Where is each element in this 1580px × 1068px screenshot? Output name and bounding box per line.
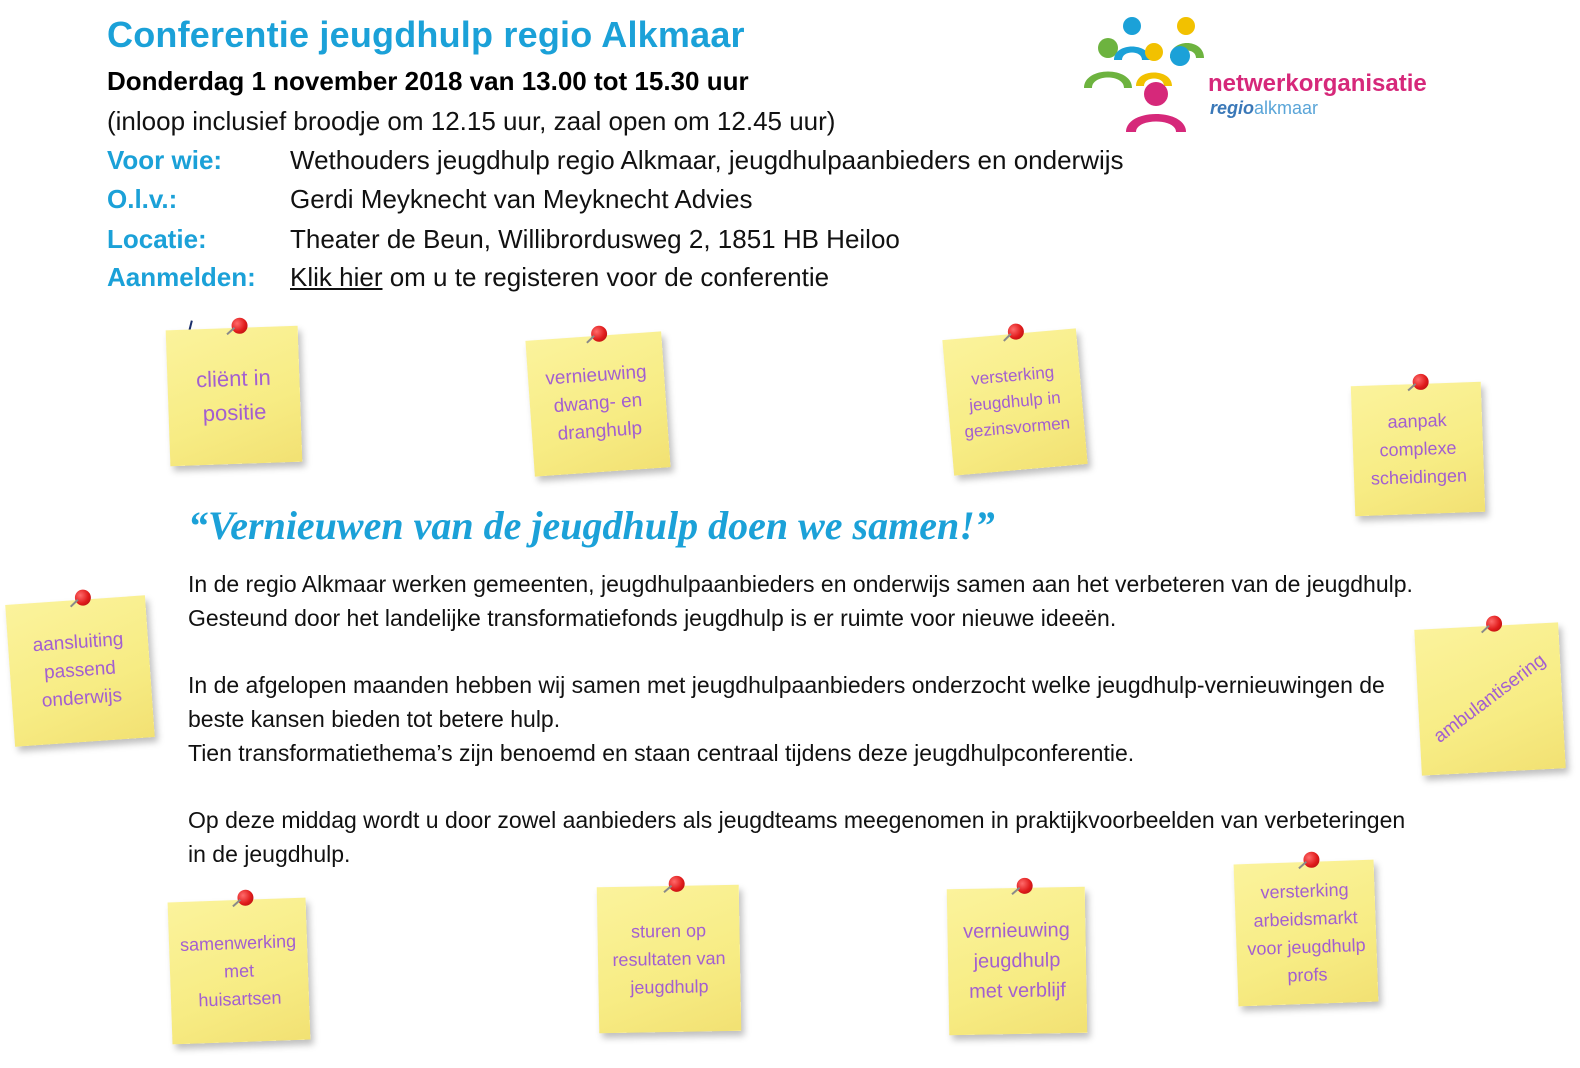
body-paragraph-2: [188, 668, 1428, 770]
sticky-note-client-in-positie: [166, 326, 303, 467]
sticky-note-complexe-scheidingen: [1351, 382, 1485, 516]
sticky-note-label: versterking arbeidsmarkt voor jeugdhulp profs: [1247, 879, 1366, 986]
sticky-note-label: aanpak complexe scheidingen: [1370, 409, 1468, 489]
paragraph-text: In de afgelopen maanden hebben wij samen met jeugdhulpaanbieders onderzocht welke jeugdhulp-vernieuwingen de beste kansen bieden tot betere hulp.: [188, 672, 1385, 732]
logo-region-rest: alkmaar: [1254, 98, 1319, 118]
pushpin-icon: [237, 889, 254, 906]
info-value: Gerdi Meyknecht van Meyknecht Advies: [290, 184, 753, 214]
pushpin-icon: [1303, 851, 1320, 868]
sticky-note-dwang-dranghulp: [525, 331, 670, 476]
sticky-note-gezinsvormen: [942, 328, 1087, 475]
sticky-note-label: versterking jeugdhulp in gezinsvormen: [963, 362, 1071, 442]
people-icon: [1084, 17, 1204, 132]
sticky-note-label: vernieuwing jeugdhulp met verblijf: [962, 919, 1071, 1003]
paragraph-text: Tien transformatiethema’s zijn benoemd en staan centraal tijdens deze jeugdhulpconferentie.: [188, 740, 1135, 766]
sticky-note-label: ambulantisering: [1429, 649, 1550, 748]
page-title: Conferentie jeugdhulp regio Alkmaar: [107, 14, 745, 55]
walk-in-note: (inloop inclusief broodje om 12.15 uur, zaal open om 12.45 uur): [107, 106, 836, 136]
logo-region-bold: regio: [1210, 98, 1255, 118]
pushpin-icon: [1017, 878, 1033, 894]
info-label: O.l.v.:: [107, 184, 178, 214]
pushpin-icon: [1412, 374, 1429, 391]
info-value: [290, 262, 829, 293]
sticky-note-ambulantisering: [1414, 622, 1565, 775]
body-paragraph-1: [188, 567, 1428, 635]
pushpin-icon: [1007, 323, 1024, 340]
sticky-note-jeugdhulp-met-verblijf: [947, 887, 1088, 1035]
sticky-note-arbeidsmarkt: [1234, 860, 1379, 1007]
sticky-note-label: sturen op resultaten van jeugdhulp: [612, 920, 726, 998]
logo-name: netwerkorganisatie: [1208, 70, 1427, 97]
sticky-note-label: aansluiting passend onderwijs: [31, 628, 125, 712]
sticky-note-label: cliënt in positie: [195, 364, 272, 427]
tagline: “Vernieuwen van de jeugdhulp doen we samen!”: [188, 503, 995, 548]
pushpin-icon: [1486, 615, 1503, 632]
event-date: Donderdag 1 november 2018 van 13.00 tot 15.30 uur: [107, 66, 749, 96]
sticky-note-huisartsen: [168, 898, 311, 1045]
info-label: Aanmelden:: [107, 262, 256, 292]
register-text: om u te registeren voor de conferentie: [382, 262, 830, 292]
info-value: Wethouders jeugdhulp regio Alkmaar, jeugdhulpaanbieders en onderwijs: [290, 145, 1124, 175]
sticky-note-passend-onderwijs: [5, 595, 155, 746]
info-value: Theater de Beun, Willibrordusweg 2, 1851 HB Heiloo: [290, 224, 900, 254]
pushpin-icon: [669, 876, 685, 892]
sticky-note-label: samenwerking met huisartsen: [179, 930, 297, 1011]
logo-region: [1210, 98, 1318, 119]
register-link[interactable]: Klik hier: [290, 262, 383, 292]
paragraph-text: In de regio Alkmaar werken gemeenten, jeugdhulpaanbieders en onderwijs samen aan het verbeteren van de jeugdhulp. Gesteund door het landelijke transformatiefonds jeugdhulp is er ruimte voor nieuwe ideeën.: [188, 571, 1413, 631]
info-label: Locatie:: [107, 224, 207, 254]
paragraph-text: Op deze middag wordt u door zowel aanbieders als jeugdteams meegenomen in praktijkvoorbeelden van verbeteringen in de jeugdhulp.: [188, 807, 1406, 867]
info-label: Voor wie:: [107, 145, 223, 175]
sticky-note-label: vernieuwing dwang- en dranghulp: [544, 361, 648, 445]
pushpin-icon: [231, 317, 248, 334]
body-paragraph-3: [188, 803, 1428, 871]
pushpin-icon: [74, 589, 91, 606]
sticky-note-sturen-op-resultaten: [597, 885, 742, 1033]
pushpin-icon: [591, 325, 608, 342]
